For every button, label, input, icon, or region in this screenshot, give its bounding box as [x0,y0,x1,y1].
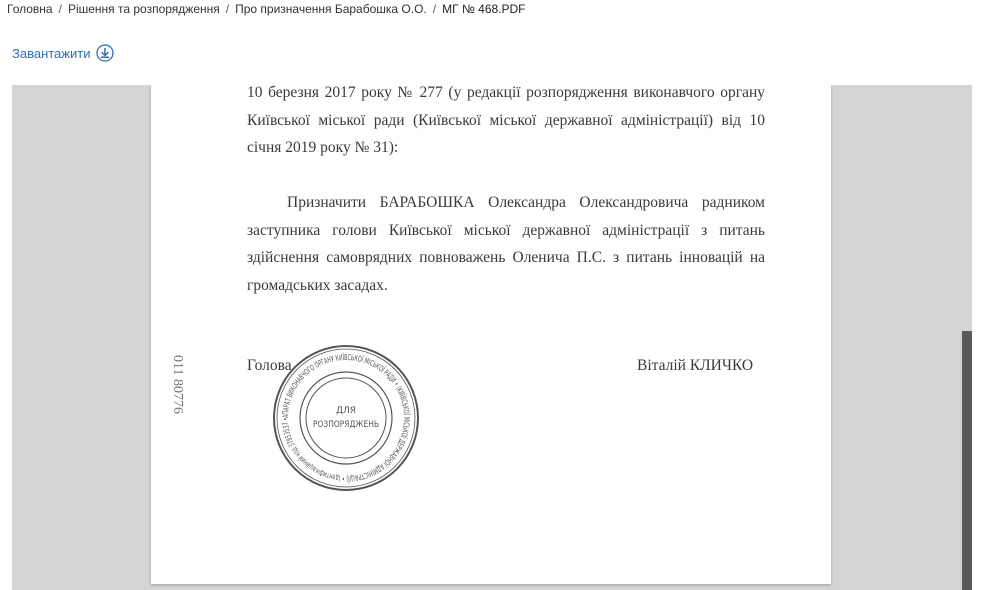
signature-name: Віталій КЛИЧКО [637,357,754,374]
pdf-page [151,85,831,584]
document-paragraph-2: Призначити БАРАБОШКА Олександра Олександровича радником заступника голови Київської міської державної адміністрації з питань здійснення самоврядних повноважень Оленича П.С. з питань інновацій на громадських засадах. [247,194,765,294]
stamp-center-line1: ДЛЯ [335,406,357,416]
stamp-center-line2: РОЗПОРЯДЖЕНЬ [313,420,379,430]
download-link[interactable] [12,44,114,62]
breadcrumb-appointment[interactable]: Про призначення Барабошка О.О. [235,2,427,16]
breadcrumb-separator: / [432,2,437,16]
download-label: Завантажити [12,45,91,61]
document-paragraph-1: 10 березня 2017 року № 277 (у редакції розпорядження виконавчого органу Київської міської ради (Київської міської державної адміністрації) від 10 січня 2019 року № 31): [247,85,765,156]
signature-title: Голова [247,357,292,374]
breadcrumb-decisions[interactable]: Рішення та розпорядження [67,2,220,16]
breadcrumb [7,2,526,16]
breadcrumb-separator: / [225,2,230,16]
side-registration-number: 011 80776 [170,355,185,414]
breadcrumb-separator: / [58,2,62,16]
scrollbar-thumb[interactable] [962,331,972,590]
stamp-outer-text: АПАРАТ ВИКОНАВЧОГО ОРГАНУ КИЇВСЬКОЇ МІСЬКОЇ РАДИ • (КИЇВСЬКОЇ МІСЬКОЇ ДЕРЖАВНОЇ АДМІНІСТРАЦІЇ) • Ідентифікаційний код 37853537 • [280,352,412,484]
pdf-viewer[interactable] [12,85,972,590]
download-circle-icon[interactable] [96,44,114,62]
breadcrumb-home[interactable]: Головна [7,2,53,16]
official-stamp [271,343,421,493]
breadcrumb-current: МГ № 468.PDF [442,2,526,16]
